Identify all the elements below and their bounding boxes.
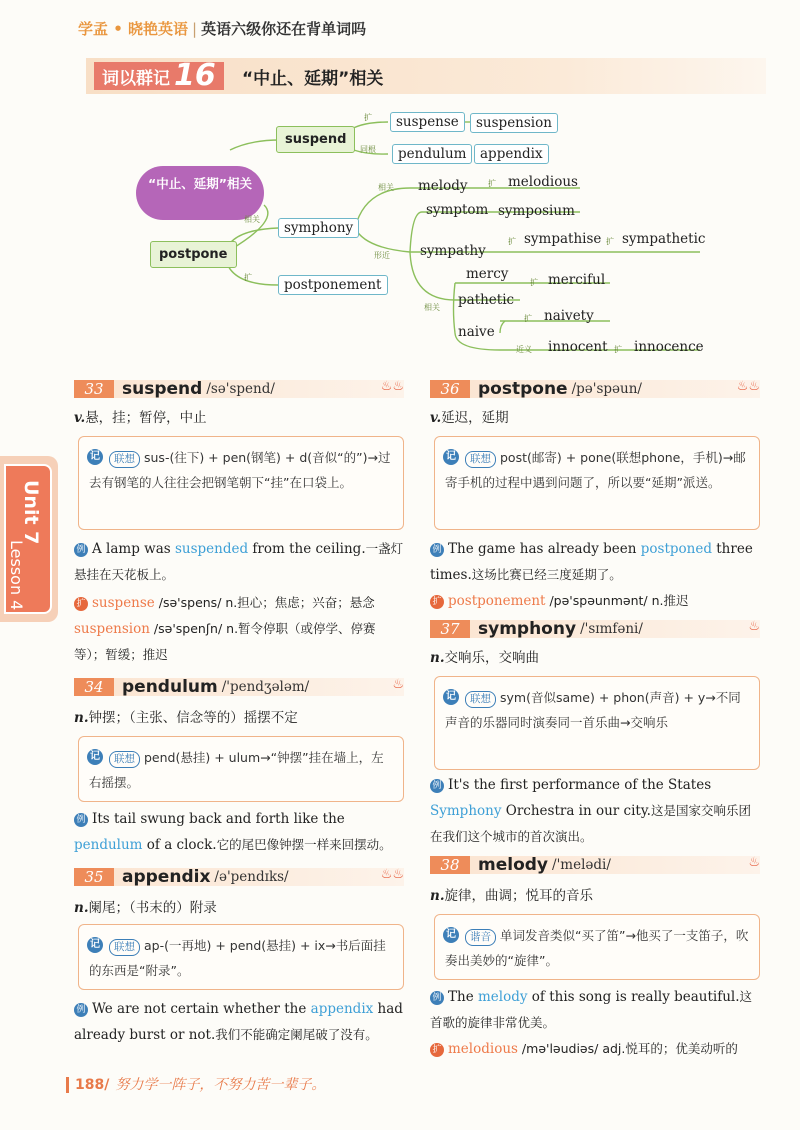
memo-icon: 记 <box>87 937 103 953</box>
example-keyword: Symphony <box>430 803 502 819</box>
frequency-flame-icon: ♨ <box>748 619 760 634</box>
example-zh: 它的尾巴像钟摆一样来回摆动。 <box>216 837 392 852</box>
example-icon: 例 <box>74 543 88 557</box>
example-zh: 一盏灯悬挂在天花板上。 <box>74 541 404 582</box>
group-number: 16 <box>174 58 216 93</box>
lesson-label: Lesson 4 <box>7 540 26 611</box>
part-of-speech: v. <box>430 410 442 426</box>
extension-icon: 扩 <box>430 1043 444 1057</box>
group-banner <box>86 58 766 94</box>
extension-word: suspense <box>92 595 155 611</box>
extension-rest: /mə'ləudiəs/ adj.悦耳的；优美动听的 <box>517 1041 738 1056</box>
memo-box <box>434 676 760 770</box>
entry-meaning <box>430 884 593 904</box>
page-footer <box>66 1074 325 1094</box>
label-kuo-5: 扩 <box>606 237 614 246</box>
label-kuo-3: 扩 <box>488 179 496 188</box>
entry-header-symphony <box>430 618 760 640</box>
node-postponement: postponement <box>278 275 388 295</box>
meaning-text: 交响乐，交响曲 <box>444 650 540 666</box>
entry-phonetic: /sə'spend/ <box>206 381 275 397</box>
node-innocent: innocent <box>548 339 608 355</box>
meaning-text: 延迟，延期 <box>441 410 509 426</box>
entry-phonetic: /pə'spəun/ <box>571 381 642 397</box>
entry-header-suspend <box>74 378 404 400</box>
example-sentence <box>74 536 404 588</box>
memo-badge: 谐音 <box>465 929 496 946</box>
part-of-speech: v. <box>74 410 86 426</box>
entry-header-postpone <box>430 378 760 400</box>
extension-words <box>430 1036 760 1062</box>
example-en-part: three times. <box>430 541 753 583</box>
label-kuo-4: 扩 <box>508 237 516 246</box>
example-sentence <box>430 772 760 850</box>
node-naivety: naivety <box>544 308 594 324</box>
label-kuo-6: 扩 <box>530 278 538 287</box>
entry-phonetic: /'melədi/ <box>552 857 611 873</box>
node-melodious: melodious <box>508 174 578 190</box>
memo-badge: 联想 <box>109 751 140 768</box>
entry-number: 33 <box>74 380 114 398</box>
entry-phonetic: /ə'pendɪks/ <box>214 869 289 885</box>
example-icon: 例 <box>430 779 444 793</box>
entry-word: appendix <box>122 867 211 887</box>
extension-words <box>430 588 760 614</box>
meaning-text: 阑尾；（书末的）附录 <box>88 900 217 916</box>
entry-word: melody <box>478 855 549 875</box>
meaning-text: 钟摆；（主张、信念等的）摇摆不定 <box>88 710 298 726</box>
label-kuo-7: 扩 <box>524 314 532 323</box>
example-keyword: melody <box>477 989 528 1005</box>
extension-icon: 扩 <box>74 597 88 611</box>
example-en-part: A lamp was <box>92 541 175 557</box>
node-sympathetic: sympathetic <box>622 231 706 247</box>
entry-phonetic: /'sɪmfəni/ <box>580 621 643 637</box>
label-xiangguan-2: 相关 <box>378 183 394 192</box>
extension-rest: /sə'spenʃn/ n.暂令停职（或停学、停赛等）；暂缓；推迟 <box>74 621 376 662</box>
mind-map <box>0 100 800 370</box>
root-suspend: suspend <box>276 126 355 153</box>
entry-number: 37 <box>430 620 470 638</box>
entry-meaning <box>74 406 207 426</box>
example-keyword: appendix <box>310 1001 374 1017</box>
extension-icon: 扩 <box>430 595 444 609</box>
example-sentence <box>430 984 760 1036</box>
example-en-part: from the ceiling. <box>248 541 366 557</box>
example-en-part: The game has already been <box>448 541 641 557</box>
root-postpone: postpone <box>150 241 237 268</box>
memo-box <box>78 924 404 990</box>
example-icon: 例 <box>430 991 444 1005</box>
example-icon: 例 <box>74 1003 88 1017</box>
memo-badge: 联想 <box>465 451 496 468</box>
memo-text: 单词发音类似“买了笛”→他买了一支笛子，吹奏出美妙的“旋律”。 <box>445 928 749 968</box>
frequency-flame-icon: ♨♨ <box>380 867 404 882</box>
memo-badge: 联想 <box>465 691 496 708</box>
label-kuo-1: 扩 <box>364 113 372 122</box>
node-suspension: suspension <box>470 113 558 133</box>
example-en-part: Orchestra in our city. <box>501 803 651 819</box>
node-sympathise: sympathise <box>524 231 602 247</box>
entry-meaning <box>74 706 298 726</box>
memo-icon: 记 <box>443 449 459 465</box>
unit-side-tab <box>0 456 58 622</box>
extension-word: melodious <box>448 1041 518 1057</box>
node-sympathy: sympathy <box>420 243 486 259</box>
entry-word: symphony <box>478 619 577 639</box>
brand: 学孟 • 晓艳英语 <box>78 20 189 38</box>
node-symptom: symptom <box>426 202 489 218</box>
node-symphony: symphony <box>278 218 359 238</box>
entry-header-melody <box>430 854 760 876</box>
node-innocence: innocence <box>634 339 704 355</box>
node-pendulum: pendulum <box>392 144 472 164</box>
entry-word: suspend <box>122 379 203 399</box>
memo-icon: 记 <box>443 927 459 943</box>
part-of-speech: n. <box>430 650 445 666</box>
label-jinyi: 近义 <box>516 345 532 354</box>
example-sentence <box>74 806 404 858</box>
example-en-part: We are not certain whether the <box>92 1001 311 1017</box>
meaning-text: 旋律，曲调；悦耳的音乐 <box>444 888 594 904</box>
entry-word: postpone <box>478 379 568 399</box>
entry-meaning <box>430 406 509 426</box>
example-keyword: pendulum <box>74 837 143 853</box>
label-kuo-2: 扩 <box>244 273 252 282</box>
entry-number: 34 <box>74 678 114 696</box>
example-en-part: It's the first performance of the States <box>448 777 712 793</box>
example-zh: 这是国家交响乐团在我们这个城市的首次演出。 <box>430 803 751 844</box>
memo-icon: 记 <box>443 689 459 705</box>
node-melody: melody <box>418 178 468 194</box>
example-icon: 例 <box>430 543 444 557</box>
entry-header-appendix <box>74 866 404 888</box>
example-keyword: suspended <box>174 541 249 557</box>
meaning-text: 悬，挂；暂停，中止 <box>85 410 207 426</box>
node-suspense: suspense <box>390 112 465 132</box>
example-zh: 我们不能确定阑尾破了没有。 <box>215 1027 378 1042</box>
memo-box <box>434 436 760 530</box>
group-title: “中止、延期”相关 <box>242 69 384 89</box>
unit-label: Unit 7 <box>20 480 42 545</box>
memo-text: ap-(一再地) + pend(悬挂) + ix→书后面挂的东西是“附录”。 <box>89 938 386 978</box>
entry-meaning <box>430 646 539 666</box>
memo-text: sym(音似same) + phon(声音) + y→不同声音的乐器同时演奏同一首乐曲→交响乐 <box>445 690 741 730</box>
label-tonggen: 同根 <box>360 145 376 154</box>
frequency-flame-icon: ♨ <box>748 855 760 870</box>
memo-box <box>78 436 404 530</box>
page-number: 188/ <box>66 1077 109 1093</box>
label-xiangguan-3: 相关 <box>424 303 440 312</box>
memo-icon: 记 <box>87 449 103 465</box>
entry-header-pendulum <box>74 676 404 698</box>
example-icon: 例 <box>74 813 88 827</box>
example-zh: 这首歌的旋律非常优美。 <box>430 989 753 1030</box>
entry-number: 38 <box>430 856 470 874</box>
memo-badge: 联想 <box>109 939 140 956</box>
node-symposium: symposium <box>498 203 575 219</box>
node-naive: naive <box>458 324 495 340</box>
node-merciful: merciful <box>548 272 606 288</box>
frequency-flame-icon: ♨♨ <box>380 379 404 394</box>
example-sentence <box>430 536 760 588</box>
memo-icon: 记 <box>87 749 103 765</box>
example-en-part: had already burst or not. <box>74 1001 403 1043</box>
example-zh: 这场比赛已经三度延期了。 <box>471 567 622 582</box>
example-en-part: of this song is really beautiful. <box>527 989 740 1005</box>
node-pathetic: pathetic <box>458 292 515 308</box>
example-keyword: postponed <box>640 541 712 557</box>
group-tag <box>94 58 224 93</box>
memo-text: post(邮寄) + pone(联想phone，手机)→邮寄手机的过程中遇到问题了，所以要“延期”派送。 <box>445 450 746 490</box>
entry-phonetic: /'pendʒələm/ <box>221 679 310 695</box>
frequency-flame-icon: ♨♨ <box>736 379 760 394</box>
example-en-part: The <box>448 989 478 1005</box>
memo-box <box>78 736 404 802</box>
frequency-flame-icon: ♨ <box>392 677 404 692</box>
entry-word: pendulum <box>122 677 218 697</box>
extension-words <box>74 590 404 668</box>
extension-rest: /pə'spəunmənt/ n.推迟 <box>545 593 689 608</box>
memo-text: pend(悬挂) + ulum→“钟摆”挂在墙上，左右摇摆。 <box>89 750 384 790</box>
example-en-part: of a clock. <box>142 837 217 853</box>
center-cloud: “中止、延期”相关 <box>136 166 264 220</box>
memo-box <box>434 914 760 980</box>
book-title: 英语六级你还在背单词吗 <box>201 20 367 38</box>
label-xingjin: 形近 <box>374 251 390 260</box>
entry-meaning <box>74 896 217 916</box>
example-en-part: Its tail swung back and forth like the <box>92 811 345 827</box>
entry-number: 35 <box>74 868 114 886</box>
extension-word: suspension <box>74 621 150 637</box>
part-of-speech: n. <box>74 900 89 916</box>
running-header: 学孟 • 晓艳英语 | 英语六级你还在背单词吗 <box>78 20 367 38</box>
memo-badge: 联想 <box>109 451 140 468</box>
footer-motto: 努力学一阵子，不努力苦一辈子。 <box>115 1077 326 1093</box>
extension-rest: /sə'spens/ n.担心；焦虑；兴奋；悬念 <box>154 595 375 610</box>
extension-word: postponement <box>448 593 546 609</box>
group-tag-label: 词以群记 <box>102 68 170 89</box>
node-appendix: appendix <box>474 144 549 164</box>
part-of-speech: n. <box>430 888 445 904</box>
entry-number: 36 <box>430 380 470 398</box>
label-xiangguan-1: 相关 <box>244 215 260 224</box>
part-of-speech: n. <box>74 710 89 726</box>
memo-text: sus-(往下) + pen(钢笔) + d(音似“的”)→过去有钢笔的人往往会把钢笔朝下“挂”在口袋上。 <box>89 450 391 490</box>
example-sentence <box>74 996 404 1048</box>
node-mercy: mercy <box>466 266 509 282</box>
label-kuo-8: 扩 <box>614 345 622 354</box>
